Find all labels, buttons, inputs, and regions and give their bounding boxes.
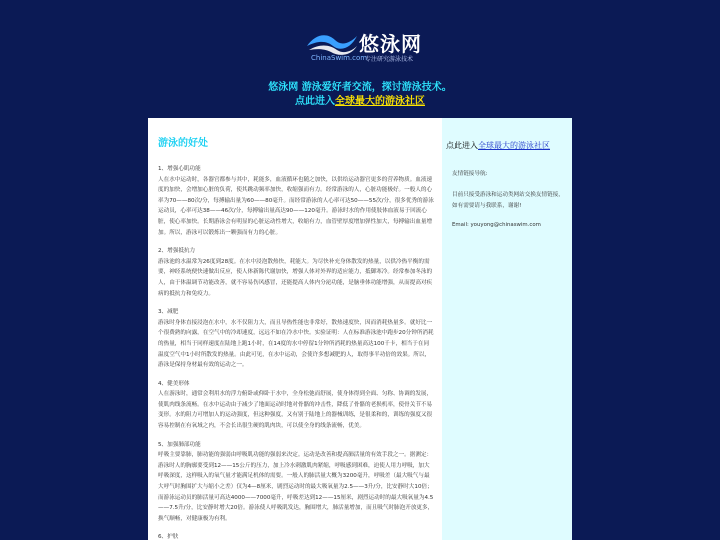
tagline-prefix: 点此进入	[295, 96, 335, 107]
logo-slogan: 专注研究游泳技术	[365, 56, 414, 63]
section-text: 人在游泳时，通常会利用水的浮力俯卧或仰卧于水中，全身松弛而舒展，使身体得到全面、匀称、协调的发展，使肌肉线条流畅。在水中运动由于减少了地面运动时地对骨骼的冲击性，降低了骨骼的老损机率，使骨关节不易变形。水的阻力可增加人的运动强度，但这种强度，又有别于陆地上的器械训练，是很柔和的，训练的强度又很容易控制在有氧域之内，不会长出很生硬的肌肉块，可以使全身的线条流畅，优美。	[158, 391, 433, 430]
section-text: 游泳池的水温常为26度到28度。在水中浸泡散热快，耗能大。为尽快补充身体散发的热量，以供冷热平衡的需要，神经系统便快速做出反应，使人体新陈代谢加快，增强人体对外界的适应能力，抵御寒冷。经常参加冬泳的人，由于体温调节功能改善，就不容易伤风感冒，还能提高人体内分泌功能，是脑垂体功能增强，从而提高对疾病的抵抗力和免疫力。	[158, 258, 433, 297]
friend-links-text: 目前只接受游泳和运动类网站交换友情链接，如有需要请与我联系，谢谢!	[452, 192, 564, 209]
logo-name: 悠泳网	[359, 32, 422, 56]
section-text: 呼吸主要靠肺，肺功能的强弱由呼吸肌功能的强弱来决定。运动是改善和提高肺活量的有效手段之一。据测定：游泳时人的胸廓要受到12——15公斤的压力，加上冷水刺激肌肉紧缩，呼吸感到困难，迫使人用力呼吸，加大呼吸深度，这样吸入的氧气量才能满足机体的需要。一般人的肺活量大概为3200毫升，呼吸差（最大吸气与最大呼气时胸围扩大与缩小之差）仅为4—8厘米，剧烈运动时的最大吸氧量为2.5——3升/分，比安静时大10倍；而游泳运动员的肺活量可高达4000——7000毫升，呼吸差达到12——15厘米，剧烈运动时的最大吸氧量为4.5——7.5升/分，比安静时增大20倍。游泳使人呼吸肌发达，胸围增大，肺活量增加，而且吸气时肺泡开放更多，换气顺畅，对健康极为有利。	[158, 452, 434, 522]
wave-logo-icon	[305, 30, 359, 56]
section-heading: 2、增强抵抗力	[158, 248, 196, 255]
tagline-line1: 悠泳网 游泳爱好者交流，探讨游泳技术。	[268, 82, 452, 93]
logo-url: ChinaSwim.com	[311, 54, 368, 62]
section-heading: 5、加强肺部功能	[158, 441, 201, 448]
sidebar	[442, 118, 572, 540]
section-text: 人在水中运动时，各器官都参与其中，耗能多，血液循环也随之加快，以供给运动器官更多的营养物质。血液速度的加快，会增加心脏的负荷，使其跳动频率加快，收缩强而有力。经常游泳的人，心脏功能极好。一般人的心率为70——80次/分，每搏输出量为60——80毫升。而经常游泳的人心率可达50——55次/分，很多优秀的游泳运动员，心率可达38——46次/分，每搏输出量高达90——120毫升。游泳时水的作用使肢体血液易于回流心脏，使心率加快。长期游泳会有明显的心脏运动性增大，收缩有力，血管壁厚度增加弹性加大，每搏输出血量增加。所以，游泳可以锻炼出一颗强而有力的心脏。	[158, 176, 434, 236]
tagline	[0, 81, 720, 109]
section-heading: 4、健美形体	[158, 380, 190, 387]
site-header	[0, 0, 720, 118]
main-content	[148, 118, 442, 540]
section-heading: 6、护肤	[158, 534, 179, 540]
friend-links-title: 友情链接导航:	[452, 171, 488, 177]
sidebar-community-link[interactable]: 全球最大的游泳社区	[478, 141, 550, 150]
section-text: 游泳时身体直接浸泡在水中，水不仅阻力大，而且导热性能也非常好，散热速度快，因而消耗热量多。就好比一个很费熟的向露，在空气中的冷却速度，远远不如在冷水中快。实验证明：人在标准游泳池中跑步20分钟所消耗的热量，相当于同样速度在陆地上跑1小时，在14度的水中停留1分钟所消耗的热量高达100千卡，相当于在同温度空气中1小时所散发的热量。由此可见，在水中运动，会使许多想减肥的人，取得事半功倍的效果。所以，游泳是保持身材最有效的运动之一。	[158, 319, 434, 369]
sidebar-link-prefix: 点此进入	[446, 141, 478, 150]
sidebar-link-line	[446, 140, 550, 151]
page-title: 游泳的好处	[158, 138, 208, 149]
tagline-line2	[0, 95, 720, 109]
community-link[interactable]: 全球最大的游泳社区	[335, 96, 425, 107]
section-heading: 1、增强心肌功能	[158, 166, 201, 172]
section-heading: 3、减肥	[158, 309, 179, 316]
site-logo[interactable]	[305, 30, 425, 66]
contact-email: Email: youyong@chinaswim.com	[452, 222, 541, 228]
article-body	[158, 158, 434, 540]
